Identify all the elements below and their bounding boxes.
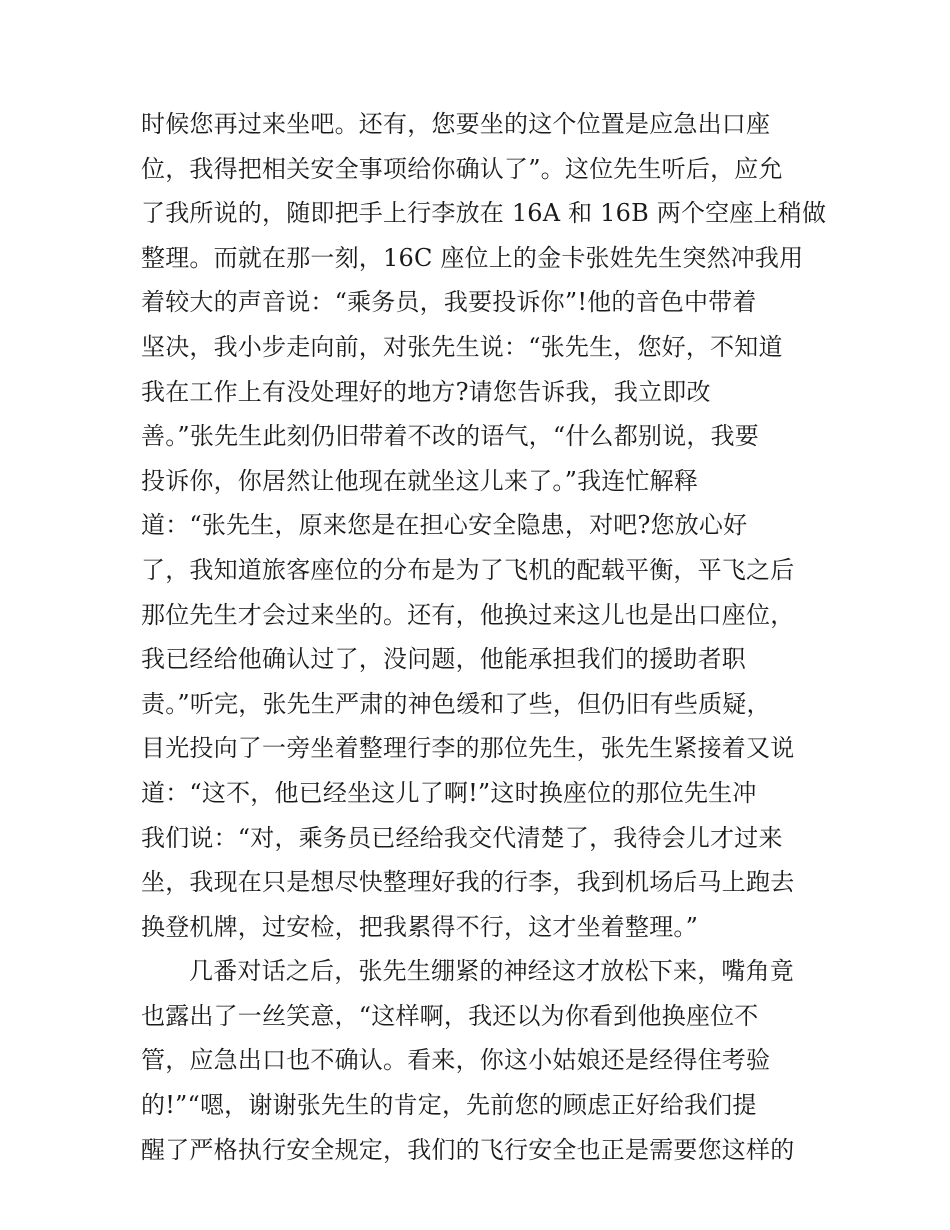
body-text	[141, 102, 827, 1172]
text-line: 善。”张先生此刻仍旧带着不改的语气，“什么都别说，我要	[141, 422, 759, 451]
text-line: 我们说：“对，乘务员已经给我交代清楚了，我待会儿才过来	[141, 823, 783, 852]
text-line: 整理。而就在那一刻，16C 座位上的金卡张姓先生突然冲我用	[141, 243, 804, 272]
text-line: 责。”听完，张先生严肃的神色缓和了些，但仍旧有些质疑，	[141, 689, 771, 718]
text-line: 坚决，我小步走向前，对张先生说：“张先生，您好，不知道	[141, 332, 783, 361]
text-line: 了，我知道旅客座位的分布是为了飞机的配载平衡，平飞之后	[141, 555, 795, 584]
text-line: 了我所说的，随即把手上行李放在 16A 和 16B 两个空座上稍做	[141, 199, 827, 228]
text-line: 那位先生才会过来坐的。还有，他换过来这儿也是出口座位，	[141, 600, 795, 629]
text-line: 换登机牌，过安检，把我累得不行，这才坐着整理。”	[141, 912, 699, 941]
text-line: 道：“这不，他已经坐这儿了啊!”这时换座位的那位先生冲	[141, 778, 757, 807]
text-line: 着较大的声音说：“乘务员，我要投诉你”!他的音色中带着	[141, 288, 757, 317]
text-line: 管，应急出口也不确认。看来，你这小姑娘还是经得住考验	[141, 1046, 771, 1075]
paragraph-first-line: 几番对话之后，张先生绷紧的神经这才放松下来，嘴角竟	[189, 957, 794, 986]
text-line: 目光投向了一旁坐着整理行李的那位先生，张先生紧接着又说	[141, 734, 795, 763]
text-line: 道：“张先生，原来您是在担心安全隐患，对吧?您放心好	[141, 511, 748, 540]
text-line: 我在工作上有没处理好的地方?请您告诉我，我立即改	[141, 377, 711, 406]
text-line: 坐，我现在只是想尽快整理好我的行李，我到机场后马上跑去	[141, 868, 795, 897]
text-line: 我已经给他确认过了，没问题，他能承担我们的援助者职	[141, 645, 746, 674]
text-line: 醒了严格执行安全规定，我们的飞行安全也正是需要您这样的	[141, 1135, 795, 1164]
text-line: 的!”“嗯，谢谢张先生的肯定，先前您的顾虑正好给我们提	[141, 1091, 757, 1120]
text-line: 时候您再过来坐吧。还有，您要坐的这个位置是应急出口座	[141, 110, 771, 138]
text-line: 投诉你，你居然让他现在就坐这儿来了。”我连忙解释	[141, 466, 699, 495]
text-line: 位，我得把相关安全事项给你确认了”。这位先生听后，应允	[141, 154, 783, 183]
text-line: 也露出了一丝笑意，“这样啊，我还以为你看到他换座位不	[141, 1001, 759, 1030]
